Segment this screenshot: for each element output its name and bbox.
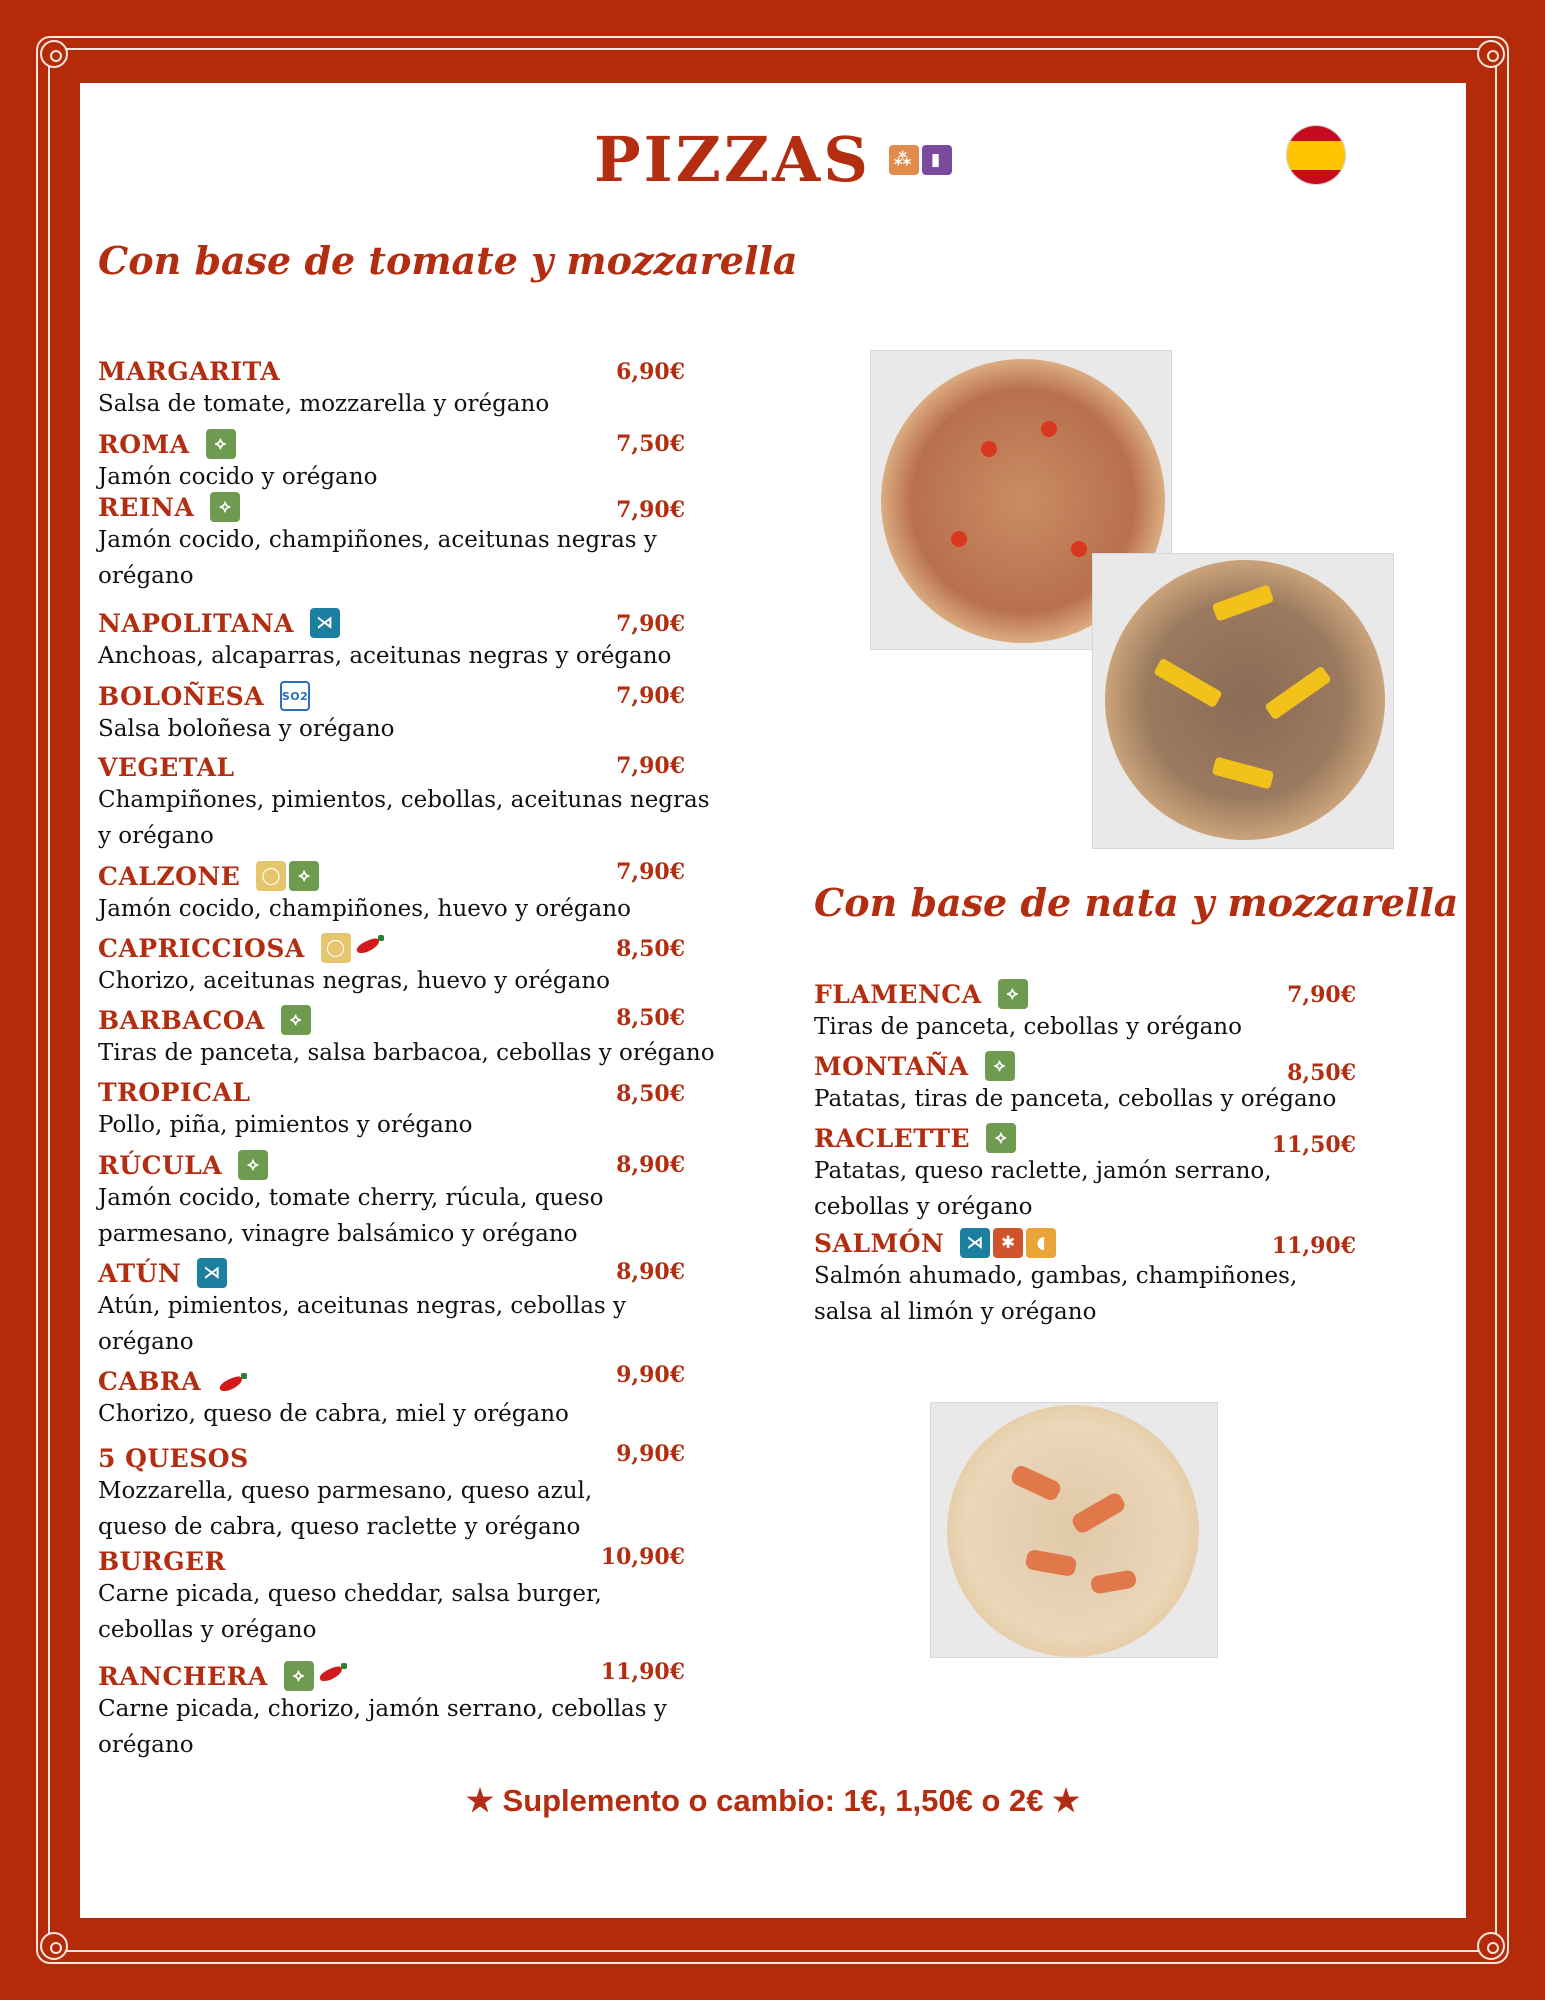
menu-item-name: NAPOLITANA [98,608,294,638]
menu-title-row [80,123,1466,196]
menu-item-price: 7,90€ [1287,982,1356,1008]
menu-item-name: BOLOÑESA [98,681,265,711]
menu-item-name: TROPICAL [98,1078,251,1107]
menu-item-name: CAPRICCIOSA [98,933,305,963]
allergen-icons [986,1123,1016,1153]
menu-item-name: BURGER [98,1547,226,1576]
menu-item [814,1228,1297,1330]
allergen-icons [310,608,340,638]
menu-item-price: 10,90€ [600,1544,685,1570]
corner-ornament [40,1932,68,1960]
mustard-icon: ⟡ [284,1661,314,1691]
allergen-icons [256,861,319,891]
menu-item-name: SALMÓN [814,1228,945,1258]
menu-item-price: 8,90€ [616,1152,685,1178]
menu-item-name: 5 QUESOS [98,1444,249,1473]
menu-item [98,1367,569,1432]
menu-item-description: Jamón cocido, champiñones, huevo y orégano [98,896,631,922]
mustard-icon: ⟡ [998,979,1028,1009]
egg-icon: ◯ [321,933,351,963]
menu-item-description: parmesano, vinagre balsámico y orégano [98,1221,578,1247]
fish-icon: ⋊ [960,1228,990,1258]
menu-item-price: 7,50€ [616,431,685,457]
menu-item-name: MONTAÑA [814,1051,969,1081]
menu-item-name: RACLETTE [814,1123,971,1153]
pizza-photo-salmon [930,1402,1218,1658]
menu-item-price: 6,90€ [616,359,685,385]
mustard-icon: ⟡ [289,861,319,891]
menu-item-name: VEGETAL [98,753,235,782]
menu-item [814,979,1242,1045]
menu-item-description: Salsa boloñesa y orégano [98,716,395,742]
mustard-icon: ⟡ [238,1150,268,1180]
menu-item-name: ATÚN [98,1258,182,1288]
menu-item-price: 7,90€ [616,683,685,709]
menu-item-description: Chorizo, aceitunas negras, huevo y orégano [98,968,610,994]
menu-item-description: Salsa de tomate, mozzarella y orégano [98,391,550,417]
menu-item [98,429,377,495]
menu-item-description: Tiras de panceta, salsa barbacoa, cebollas y orégano [98,1040,715,1066]
menu-item-name: BARBACOA [98,1005,265,1035]
menu-item-name-row [98,1258,626,1288]
menu-item-name-row [98,492,657,522]
menu-sheet [80,83,1466,1918]
menu-item-price: 8,50€ [616,936,685,962]
menu-item-description: Anchoas, alcaparras, aceitunas negras y orégano [98,643,672,669]
mustard-icon: ⟡ [210,492,240,522]
chili-icon [217,1371,247,1393]
sulfite-icon: SO2 [280,681,310,711]
corner-ornament [40,40,68,68]
spain-flag-icon[interactable] [1286,125,1346,185]
menu-item-price: 8,50€ [616,1005,685,1031]
menu-item-name-row [814,1228,1297,1258]
allergen-icons [985,1051,1015,1081]
menu-item-name-row [98,681,395,711]
menu-item-description: Jamón cocido, champiñones, aceitunas negras y [98,527,657,553]
menu-item-description: Patatas, queso raclette, jamón serrano, [814,1158,1272,1184]
menu-item [98,1258,626,1360]
menu-item-name-row [98,861,631,891]
menu-item-name: REINA [98,492,195,522]
menu-item-name-row [98,933,610,963]
menu-item-description: Chorizo, queso de cabra, miel y orégano [98,1401,569,1427]
menu-item-description: orégano [98,563,194,589]
menu-item-description: Patatas, tiras de panceta, cebollas y orégano [814,1086,1337,1112]
title-allergens [889,145,952,175]
menu-item-name: CALZONE [98,861,241,891]
menu-item-name-row [98,1150,604,1180]
fish-icon: ⋊ [197,1258,227,1288]
mustard-icon: ⟡ [281,1005,311,1035]
menu-item-description: y orégano [98,823,214,849]
menu-item-description: Carne picada, chorizo, jamón serrano, cebollas y [98,1696,667,1722]
menu-item-name-row [814,979,1242,1009]
menu-item-description: queso de cabra, queso raclette y orégano [98,1514,581,1540]
menu-item-price: 9,90€ [616,1441,685,1467]
corner-ornament [1477,1932,1505,1960]
menu-item-price: 11,50€ [1271,1132,1356,1158]
menu-item [814,1123,1272,1225]
allergen-icons [998,979,1028,1009]
chili-icon [354,933,384,955]
allergen-icons [210,492,240,522]
menu-item-description: orégano [98,1732,194,1758]
menu-item [98,1150,604,1252]
menu-item-description: orégano [98,1329,194,1355]
menu-item [98,681,395,747]
menu-item-name: MARGARITA [98,357,281,386]
menu-item [98,492,657,594]
menu-item-name-row [98,1367,569,1396]
menu-item-name-row [98,1078,473,1107]
menu-item-name: RANCHERA [98,1661,268,1691]
corner-ornament [1477,40,1505,68]
pizza-photo-burger [1092,553,1394,849]
menu-item-price: 7,90€ [616,753,685,779]
menu-item [98,357,549,422]
menu-item-name-row [814,1123,1272,1153]
mustard-icon: ⟡ [206,429,236,459]
mustard-icon: ⟡ [986,1123,1016,1153]
menu-item-description: cebollas y orégano [98,1617,317,1643]
allergen-icons [238,1150,268,1180]
menu-item-price: 9,90€ [616,1362,685,1388]
allergen-icons [281,1005,311,1035]
menu-item-description: Carne picada, queso cheddar, salsa burger, [98,1581,602,1607]
menu-title: PIZZAS [593,123,872,196]
section-title-tomato: Con base de tomate y mozzarella [98,238,798,283]
menu-item [98,933,610,999]
allergen-icons [960,1228,1056,1258]
milk-icon: ▮ [922,145,952,175]
menu-item-description: Mozzarella, queso parmesano, queso azul, [98,1478,593,1504]
menu-item-price: 8,50€ [616,1081,685,1107]
menu-item-description: Jamón cocido y orégano [98,464,378,490]
menu-item-description: salsa al limón y orégano [814,1299,1097,1325]
menu-item-name-row [98,429,377,459]
menu-item-description: cebollas y orégano [814,1194,1033,1220]
allergen-icons [217,1371,247,1393]
gluten-icon: ⁂ [889,145,919,175]
menu-item-price: 11,90€ [1271,1233,1356,1259]
allergen-icons [280,681,310,711]
allergen-icons [284,1661,347,1691]
allergen-icons [197,1258,227,1288]
menu-item-description: Salmón ahumado, gambas, champiñones, [814,1263,1298,1289]
menu-item-description: Jamón cocido, tomate cherry, rúcula, queso [98,1185,604,1211]
menu-item-description: Champiñones, pimientos, cebollas, aceitunas negras [98,787,710,813]
menu-item-name: RÚCULA [98,1150,223,1180]
menu-item-name-row [98,357,549,386]
menu-item-description: Tiras de panceta, cebollas y orégano [814,1014,1242,1040]
menu-item [98,1444,592,1545]
menu-item-name-row [98,1547,602,1576]
menu-item-name: CABRA [98,1367,202,1396]
section-title-cream: Con base de nata y mozzarella [814,880,1459,925]
menu-item-price: 7,90€ [616,859,685,885]
mollusc-icon: ◖ [1026,1228,1056,1258]
menu-item-description: Pollo, piña, pimientos y orégano [98,1112,473,1138]
menu-item-description: Atún, pimientos, aceitunas negras, cebollas y [98,1293,627,1319]
menu-item [98,1078,473,1143]
egg-icon: ◯ [256,861,286,891]
menu-item-name-row [98,1444,592,1473]
chili-icon [317,1661,347,1683]
menu-item-price: 8,90€ [616,1259,685,1285]
supplement-note: ★ Suplemento o cambio: 1€, 1,50€ o 2€ ★ [466,1783,1080,1818]
menu-item-price: 8,50€ [1287,1060,1356,1086]
menu-item-name: ROMA [98,429,190,459]
menu-item-price: 7,90€ [616,497,685,523]
fish-icon: ⋊ [310,608,340,638]
menu-item-price: 11,90€ [600,1659,685,1685]
menu-item-name: FLAMENCA [814,979,982,1009]
crustacean-icon: ✱ [993,1228,1023,1258]
menu-item [98,1547,602,1648]
menu-item [98,861,631,927]
allergen-icons [206,429,236,459]
menu-item-price: 7,90€ [616,611,685,637]
mustard-icon: ⟡ [985,1051,1015,1081]
allergen-icons [321,933,384,963]
